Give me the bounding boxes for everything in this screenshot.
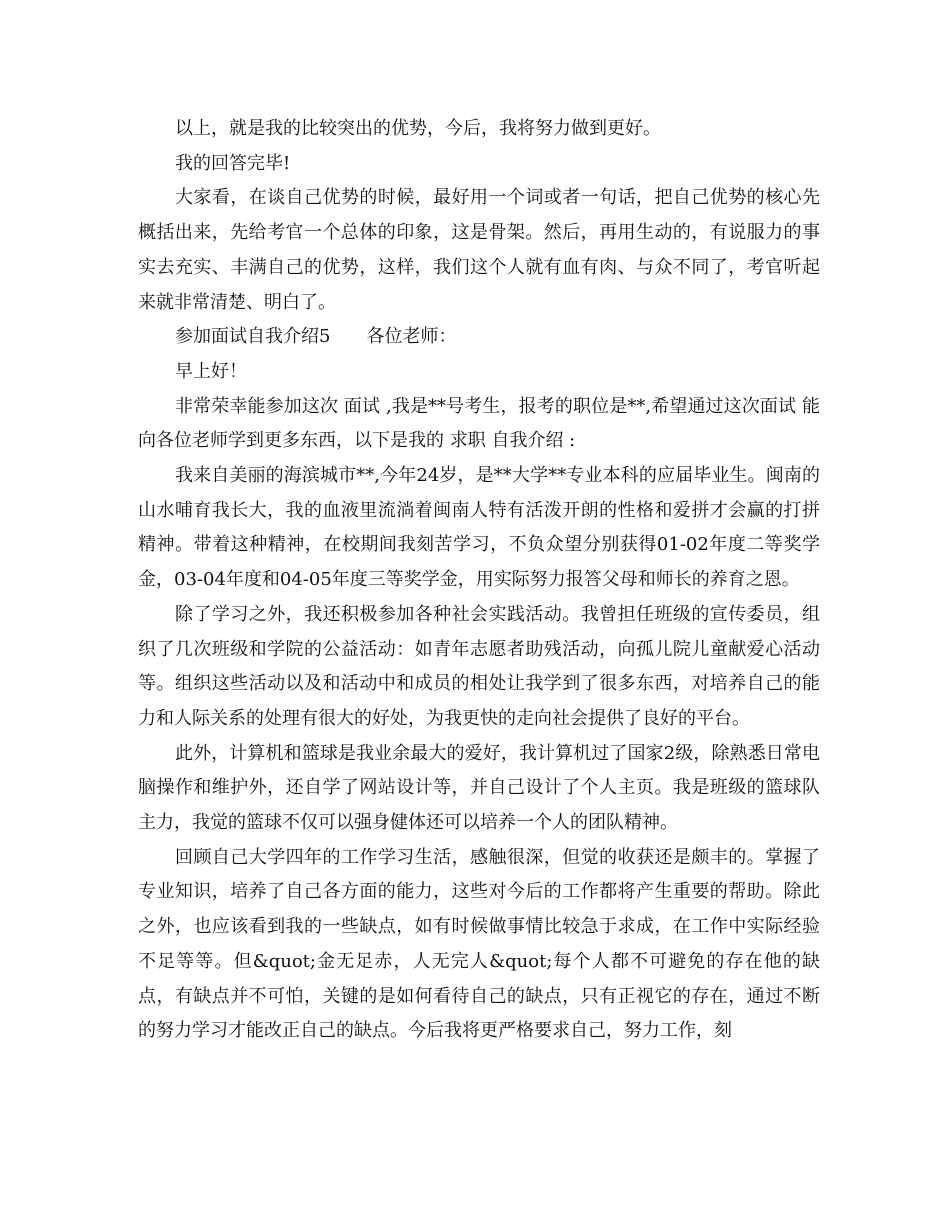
paragraph-answer-complete: 我的回答完毕! <box>175 152 291 174</box>
paragraph-section-heading: 参加面试自我介绍5 各位老师： <box>175 326 457 348</box>
paragraph-advice: 大家看，在谈自己优势的时候，最好用一个词或者一句话，把自己优势的核心先概括出来，先给考官一个总体的印象，这是骨架。然后，再用生动的，有说服力的事实去充实、丰满自己的优势，这样，我们这个人就有血有肉、与众不同了，考官听起来就非常清楚、明白了。 <box>138 187 820 313</box>
paragraph-hobbies: 此外，计算机和篮球是我业余最大的爱好，我计算机过了国家2级，除熟悉日常电脑操作和维护外，还自学了网站设计等，并自己设计了个人主页。我是班级的篮球队主力，我觉的篮球不仅可以强身健体还可以培养一个人的团队精神。 <box>138 742 820 834</box>
paragraph-activities: 除了学习之外，我还积极参加各种社会实践活动。我曾担任班级的宣传委员，组织了几次班级和学院的公益活动：如青年志愿者助残活动，向孤儿院儿童献爱心活动等。组织这些活动以及和活动中和成员的相处让我学到了很多东西，对培养自己的能力和人际关系的处理有很大的好处，为我更快的走向社会提供了良好的平台。 <box>138 603 820 729</box>
paragraph-greeting: 早上好！ <box>175 360 247 382</box>
paragraph-intro: 非常荣幸能参加这次 面试 ,我是**号考生，报考的职位是**,希望通过这次面试 能向各位老师学到更多东西，以下是我的 求职 自我介绍 : <box>138 395 820 452</box>
paragraph-background: 我来自美丽的海滨城市**,今年24岁，是**大学**专业本科的应届毕业生。闽南的山水哺育我长大，我的血液里流淌着闽南人特有活泼开朗的性格和爱拼才会赢的打拼精神。带着这种精神，在校期间我刻苦学习，不负众望分别获得01-02年度二等奖学金，03-04年度和04-05年度三等奖学金，用实际努力报答父母和师长的养育之恩。 <box>138 465 820 591</box>
document-body <box>138 112 820 1049</box>
paragraph-reflection: 回顾自己大学四年的工作学习生活，感触很深，但觉的收获还是颇丰的。掌握了专业知识，培养了自己各方面的能力，这些对今后的工作都将产生重要的帮助。除此之外，也应该看到我的一些缺点，如有时候做事情比较急于求成，在工作中实际经验不足等等。但&quot;金无足赤，人无完人&quot;每个人都不可避免的存在他的缺点，有缺点并不可怕，关键的是如何看待自己的缺点，只有正视它的存在，通过不断的努力学习才能改正自己的缺点。今后我将更严格要求自己，努力工作，刻 <box>138 846 820 1042</box>
paragraph-advantages-summary: 以上，就是我的比较突出的优势，今后，我将努力做到更好。 <box>175 118 661 139</box>
